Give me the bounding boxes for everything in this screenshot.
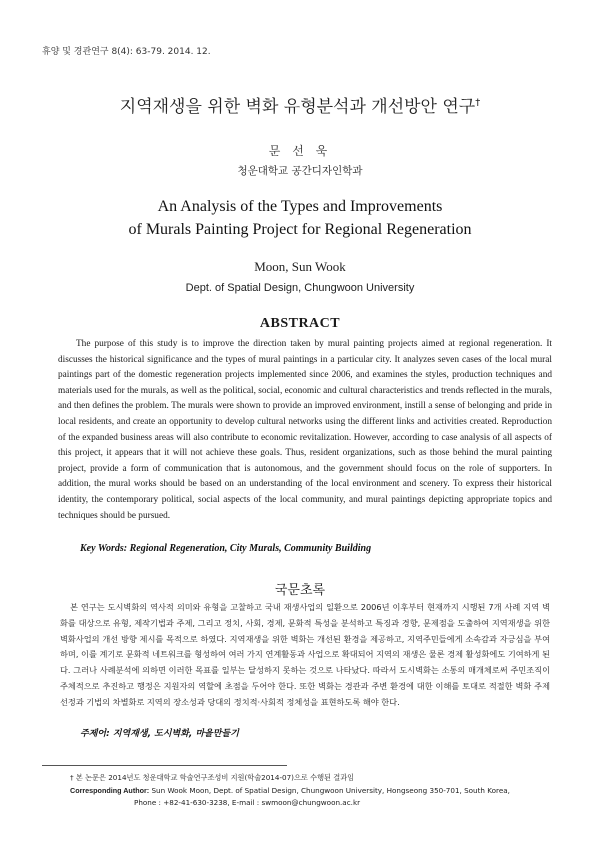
corresponding-contact: Phone : +82-41-630-3238, E-mail : swmoon@chungwoon.ac.kr — [134, 798, 361, 807]
corresponding-author-label: Corresponding Author: — [70, 785, 150, 795]
english-author: Moon, Sun Wook — [254, 259, 346, 274]
english-title-line-2: of Murals Painting Project for Regional Regeneration — [128, 221, 472, 238]
corresponding-author-text: Sun Wook Moon, Dept. of Spatial Design, Chungwoon University, Hongseong 350-701, South Korea, — [151, 785, 510, 795]
korean-keywords: 주제어: 지역재생, 도시벽화, 마을만들기 — [80, 729, 239, 739]
journal-info: 휴양 및 경관연구 8(4): 63-79. 2014. 12. — [42, 47, 211, 57]
footnote-divider — [42, 765, 287, 766]
korean-abstract-paragraph: 본 연구는 도시벽화의 역사적 의미와 유형을 고찰하고 국내 재생사업의 일환으로 2006년 이후부터 현재까지 시행된 7개 사례 지역 벽화를 대상으로 유형, 제작기법과 주제, 그리고 정치, 사회, 경제, 문화적 특성을 분석하고 특징과 경향, 문제점을 도출하여 지역재생을 위한 벽화사업의 개선 방향 제시를 목적으로 하였다. 지역재생을 위한 벽화는 개선된 환경을 제공하고, 지역주민들에게 소속감과 자긍심을 부여하며, 이를 계기로 문화적 네트워크를 형성하여 여러 가지 연계활동과 사업으로 확대되어 지역의 재생은 물론 경제 활성화에도 기여하게 된다. 그러나 사례분석에 의하면 이러한 목표를 일부는 달성하지 못하는 것으로 나타났다. 따라서 도시벽화는 소통의 매개체로써 주민조직이 주체적으로 추진하고 행정은 지원자의 역할에 초점을 두어야 한다. 또한 벽화는 경관과 주변 환경에 대한 이해를 토대로 적절한 벽화 주제 선정과 기법의 차별화로 지역의 장소성과 당대의 정치적·사회적 정체성을 표현하도록 해야 한다. — [60, 602, 550, 707]
korean-author: 문 선 욱 — [268, 144, 332, 158]
korean-abstract-body — [60, 600, 550, 711]
korean-abstract-heading: 국문초록 — [274, 583, 326, 598]
english-title-line-1: An Analysis of the Types and Improvements — [157, 198, 443, 215]
korean-affiliation: 청운대학교 공간디자인학과 — [237, 165, 363, 177]
abstract-heading: ABSTRACT — [259, 316, 341, 331]
footnotes — [70, 772, 570, 810]
korean-title — [0, 92, 600, 117]
english-keywords: Key Words: Regional Regeneration, City Murals, Community Building — [80, 543, 372, 554]
corresponding-author-line — [70, 785, 570, 798]
funding-footnote: † 본 논문은 2014년도 청운대학교 학술연구조성비 지원(학술2014-07)으로 수행된 결과임 — [70, 773, 355, 782]
title-footnote-mark: † — [475, 97, 481, 109]
abstract-paragraph: The purpose of this study is to improve the direction taken by mural painting projects aimed at regional regeneration. It discusses the historical significance and the types of mural paintings in a particular city. It analyzes seven cases of the local mural paintings part of the domestic regeneration projects implemented since 2006, and examines the styles, production techniques and materials used for the murals, as well as the political, social, economic and cultural characteristics and trends reflected in the murals, and then defines the problem. The murals were shown to provide an improved environment, instill a sense of belonging and pride in local residents, and create an opportunity to develop cultural networks using the different links and activities created. Reproduction of the expanded business areas will also contribute to economic revitalization. However, according to case analysis of all aspects of this project, it appears that it will not achieve these goals. Thus, resident organizations, such as those behind the mural painting project, provide a form of communication that is autonomous, and the government should focus on the role of supporters. In addition, the mural works should be based on an understanding of the local environment and scenery. To express their historical identity, the contemporary political, social aspects of the local community, and mural paintings depicting appropriate topics and techniques should be pursued. — [58, 339, 552, 521]
abstract-body — [58, 337, 552, 524]
korean-title-text: 지역재생을 위한 벽화 유형분석과 개선방안 연구 — [119, 97, 476, 117]
english-title — [0, 195, 600, 241]
english-affiliation: Dept. of Spatial Design, Chungwoon University — [185, 282, 415, 294]
